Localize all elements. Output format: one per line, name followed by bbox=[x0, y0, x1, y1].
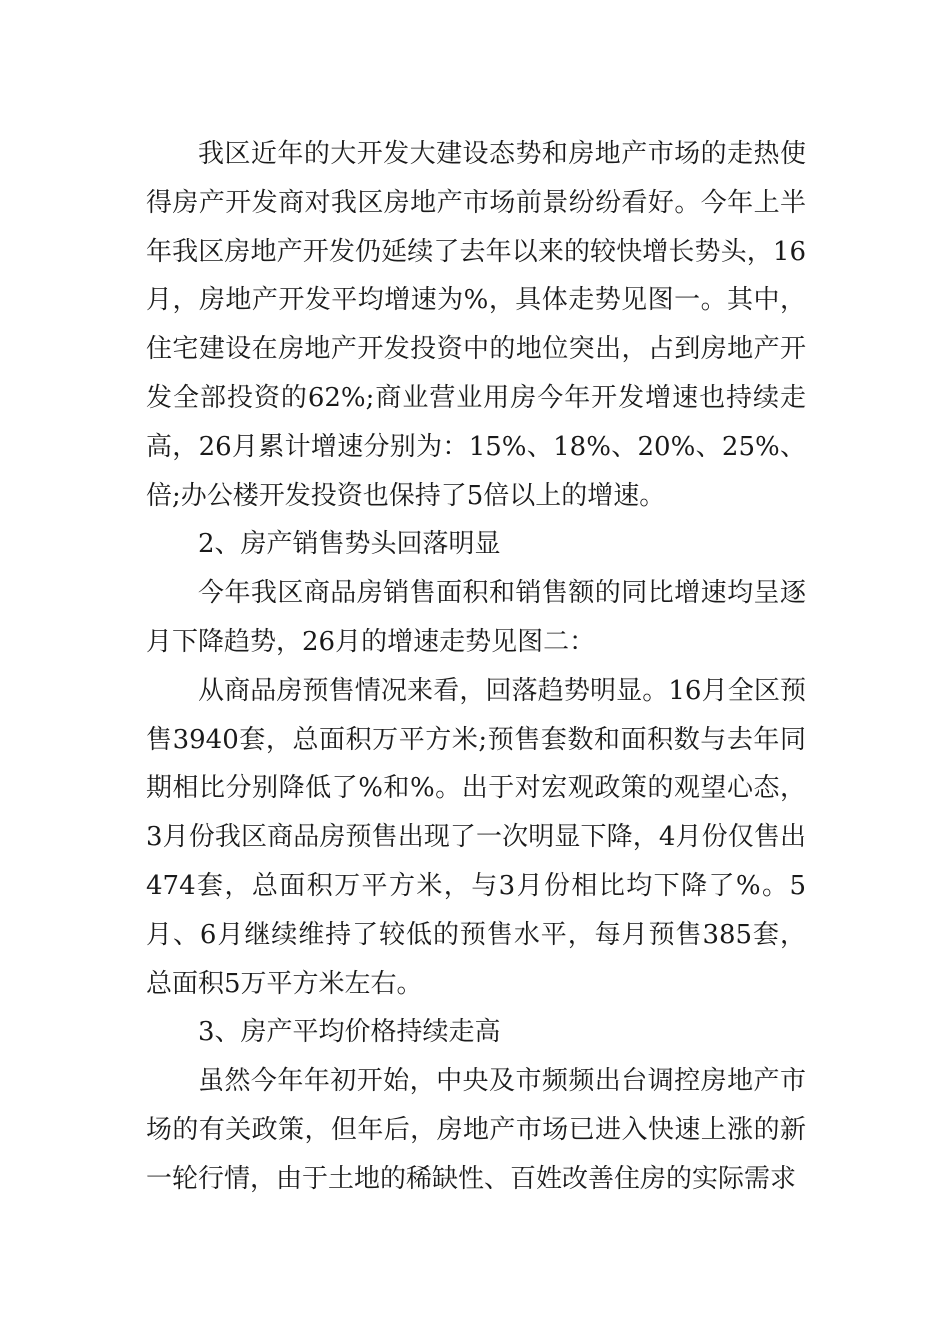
paragraph-price-trend: 虽然今年年初开始，中央及市频频出台调控房地产市场的有关政策，但年后，房地产市场已进入快速上涨的新一轮行情，由于土地的稀缺性、百姓改善住房的实际需求 bbox=[146, 1066, 806, 1194]
document-body bbox=[146, 130, 806, 1204]
section-heading-sales: 2、房产销售势头回落明显 bbox=[198, 529, 501, 560]
paragraph-sales-trend: 今年我区商品房销售面积和销售额的同比增速均呈逐月下降趋势，26月的增速走势见图二： bbox=[146, 578, 806, 657]
section-heading-price: 3、房产平均价格持续走高 bbox=[198, 1017, 501, 1048]
paragraph-presale: 从商品房预售情况来看，回落趋势明显。16月全区预售3940套，总面积万平方米;预售套数和面积数与去年同期相比分别降低了%和%。出于对宏观政策的观望心态，3月份我区商品房预售出现了一次明显下降，4月份仅售出474套，总面积万平方米，与3月份相比均下降了%。5月、6月继续维持了较低的预售水平，每月预售385套，总面积5万平方米左右。 bbox=[146, 675, 806, 999]
paragraph-development-growth: 我区近年的大开发大建设态势和房地产市场的走热使得房产开发商对我区房地产市场前景纷纷看好。今年上半年我区房地产开发仍延续了去年以来的较快增长势头，16月，房地产开发平均增速为%，具体走势见图一。其中，住宅建设在房地产开发投资中的地位突出，占到房地产开发全部投资的62%;商业营业用房今年开发增速也持续走高，26月累计增速分别为：15%、18%、20%、25%、倍;办公楼开发投资也保持了5倍以上的增速。 bbox=[146, 139, 806, 511]
